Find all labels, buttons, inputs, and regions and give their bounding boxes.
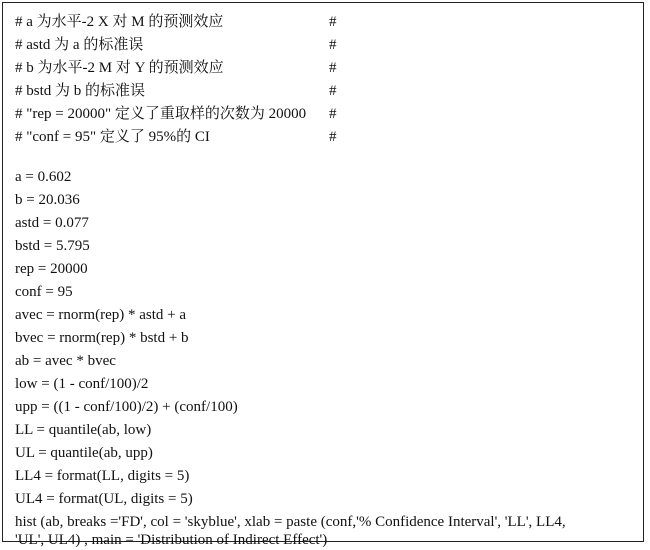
code-line-upp: upp = ((1 - conf/100)/2) + (conf/100) (15, 399, 238, 415)
comment-end-hash: # (329, 37, 337, 53)
code-line-avec: avec = rnorm(rep) * astd + a (15, 307, 187, 323)
comment-end-hash: # (329, 83, 337, 99)
code-line-hist: hist (ab, breaks ='FD', col = 'skyblue', xlab = paste (conf,'% Confidence Interval', 'LL', LL4, (15, 514, 566, 530)
comment-end-hash: # (329, 60, 337, 76)
code-line-astd: astd = 0.077 (15, 215, 89, 231)
code-line-ul: UL = quantile(ab, upp) (15, 445, 153, 461)
comment-end-hash: # (329, 106, 337, 122)
comment-end-hash: # (329, 129, 337, 145)
code-listing-box (2, 2, 644, 548)
code-line-bstd: bstd = 5.795 (15, 238, 90, 254)
code-line-ll4: LL4 = format(LL, digits = 5) (15, 468, 190, 484)
comment-line: # bstd 为 b 的标准误 (15, 83, 146, 99)
code-line-rep: rep = 20000 (15, 261, 88, 277)
code-line-a: a = 0.602 (15, 169, 72, 185)
comment-line: # a 为水平-2 X 对 M 的预测效应 (15, 14, 224, 30)
code-line-ul4: UL4 = format(UL, digits = 5) (15, 491, 193, 507)
comment-line: # "conf = 95" 定义了 95%的 CI (15, 129, 210, 145)
comment-line: # b 为水平-2 M 对 Y 的预测效应 (15, 60, 224, 76)
code-line-ab: ab = avec * bvec (15, 353, 116, 369)
code-line-low: low = (1 - conf/100)/2 (15, 376, 149, 392)
comment-line: # "rep = 20000" 定义了重取样的次数为 20000 (15, 106, 307, 122)
code-line-b: b = 20.036 (15, 192, 80, 208)
code-line-ll: LL = quantile(ab, low) (15, 422, 152, 438)
code-line-bvec: bvec = rnorm(rep) * bstd + b (15, 330, 189, 346)
code-line-conf: conf = 95 (15, 284, 73, 300)
comment-line: # astd 为 a 的标准误 (15, 37, 144, 53)
comment-end-hash: # (329, 14, 337, 30)
code-line-hist-cont: 'UL', UL4) , main = 'Distribution of Indirect Effect') (15, 532, 328, 548)
